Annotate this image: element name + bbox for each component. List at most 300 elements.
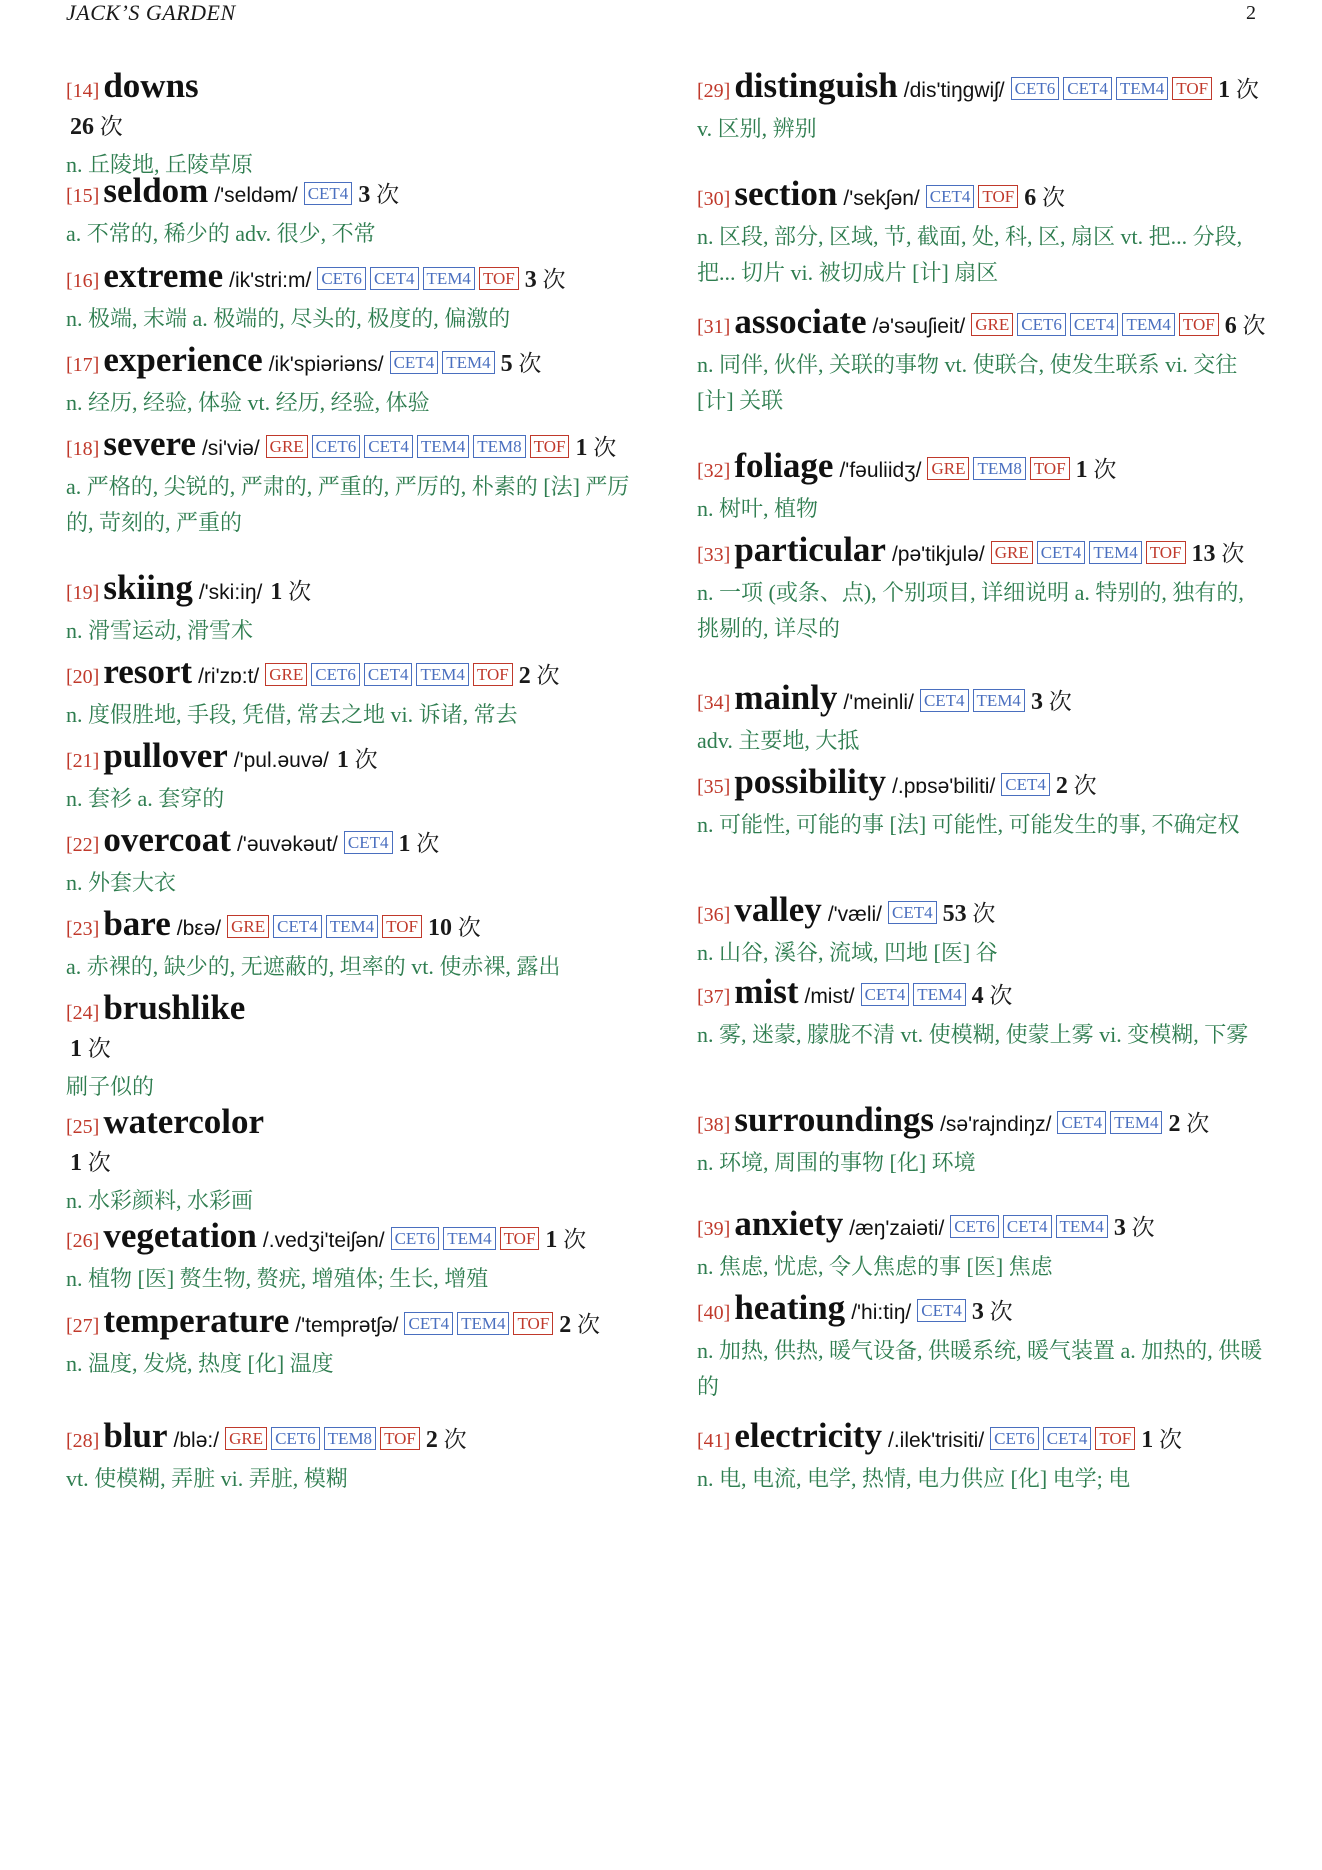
headword: associate [734,302,867,341]
entry-number: [40] [697,1302,731,1324]
entry-headline [697,764,1267,805]
exam-tag: CET6 [990,1427,1039,1450]
entry-number: [35] [697,776,731,798]
exam-tag: GRE [225,1427,267,1450]
word-entry [66,654,636,733]
entry-number: [33] [697,544,731,566]
word-entry [697,448,1267,527]
definition: n. 电, 电流, 电学, 热情, 电力供应 [化] 电学; 电 [697,1466,1131,1491]
count-suffix: 次 [1093,457,1117,482]
frequency-count [1076,457,1117,482]
frequency-count [426,1427,467,1452]
exam-tag: CET4 [273,915,322,938]
word-entry [66,990,636,1105]
headword: valley [734,890,822,929]
exam-tag: CET4 [1003,1215,1052,1238]
definition: n. 水彩颜料, 水彩画 [66,1188,254,1213]
headword: temperature [103,1301,290,1340]
frequency-count [1031,689,1072,714]
exam-tag: CET6 [312,435,361,458]
exam-tag: CET4 [917,1299,966,1322]
definition: n. 树叶, 植物 [697,496,819,521]
count-suffix: 次 [87,1036,111,1061]
phonetic: /æŋ'zaiəti/ [849,1217,945,1240]
entry-headline [66,68,636,145]
word-entry [697,680,1267,759]
phonetic: /mist/ [804,985,855,1008]
count-suffix: 次 [1073,773,1097,798]
count-suffix: 次 [376,182,400,207]
exam-tag: TEM4 [1089,541,1141,564]
headword: pullover [103,736,228,775]
definition: n. 焦虑, 忧虑, 令人焦虑的事 [医] 焦虑 [697,1254,1053,1279]
exam-tag: CET4 [1057,1111,1106,1134]
count-suffix: 次 [87,1150,111,1175]
page-number: 2 [1246,2,1256,24]
entry-number: [26] [66,1230,100,1252]
exam-tag: CET4 [344,831,393,854]
exam-tag: TEM8 [324,1427,376,1450]
entry-headline [66,1104,636,1181]
frequency-count [1024,185,1065,210]
exam-tag: TEM4 [1110,1111,1162,1134]
count-value: 3 [1113,1215,1126,1241]
exam-tag: TEM8 [973,457,1025,480]
headword: heating [734,1288,846,1327]
exam-tag: TEM4 [442,351,494,374]
headword: distinguish [734,66,898,105]
headword: mist [734,972,799,1011]
exam-tag: TEM4 [973,689,1025,712]
exam-tag: CET6 [271,1427,320,1450]
count-value: 1 [70,1036,82,1062]
definition: n. 雾, 迷蒙, 朦胧不清 vt. 使模糊, 使蒙上雾 vi. 变模糊, 下雾 [697,1022,1249,1047]
headword: mainly [734,678,838,717]
exam-tag: CET4 [390,351,439,374]
entry-headline [697,304,1267,345]
exam-tag: CET6 [1017,313,1066,336]
count-suffix: 次 [1242,313,1266,338]
entry-headline [66,1218,636,1259]
word-entry [66,342,636,421]
count-value: 3 [1030,689,1043,715]
definition: n. 套衫 a. 套穿的 [66,786,225,811]
exam-tag: GRE [227,915,269,938]
count-suffix: 次 [1186,1111,1210,1136]
word-entry [697,1102,1267,1181]
entry-number: [34] [697,692,731,714]
count-value: 1 [70,1150,82,1176]
count-suffix: 次 [354,747,378,772]
exam-tag: TOF [1095,1427,1135,1450]
word-entry [697,1418,1267,1497]
exam-tag: CET4 [888,901,937,924]
word-entry [66,822,636,901]
definition: n. 山谷, 溪谷, 流域, 凹地 [医] 谷 [697,940,998,965]
definition: vt. 使模糊, 弄脏 vi. 弄脏, 模糊 [66,1466,348,1491]
exam-tag: TEM4 [913,983,965,1006]
entry-number: [29] [697,80,731,102]
count-value: 1 [398,831,411,857]
exam-tag: CET6 [1011,77,1060,100]
count-value: 10 [427,915,452,941]
phonetic: /ik'stri:m/ [229,269,312,292]
definition: n. 度假胜地, 手段, 凭借, 常去之地 vi. 诉诸, 常去 [66,702,518,727]
exam-tag: CET4 [370,267,419,290]
exam-tag: TOF [473,663,513,686]
count-value: 2 [425,1427,438,1453]
count-value: 2 [1055,773,1068,799]
count-value: 1 [575,435,588,461]
headword: brushlike [103,988,246,1027]
definition: n. 区段, 部分, 区域, 节, 截面, 处, 科, 区, 扇区 vt. 把... 分段, 把... 切片 vi. 被切成片 [计] 扇区 [697,224,1243,285]
exam-tag: GRE [265,663,307,686]
frequency-count [337,747,378,772]
exam-tag: CET4 [1063,77,1112,100]
exam-tag: TEM4 [1116,77,1168,100]
count-value: 3 [358,182,371,208]
headword: severe [103,424,196,463]
phonetic: /ə'səuʃieit/ [872,315,966,338]
definition: a. 严格的, 尖锐的, 严肃的, 严重的, 严厉的, 朴素的 [法] 严厉的, 苛刻的, 严重的 [66,474,630,535]
phonetic: /.ilek'trisiti/ [887,1429,985,1452]
definition: n. 滑雪运动, 滑雪术 [66,618,254,643]
headword: downs [103,66,199,105]
entry-headline [697,680,1267,721]
count-value: 13 [1191,541,1216,567]
count-value: 2 [518,663,531,689]
word-entry [697,532,1267,647]
exam-tag: TOF [1172,77,1212,100]
entry-headline [66,258,636,299]
count-value: 1 [1218,77,1231,103]
headword: section [734,174,838,213]
definition: a. 赤裸的, 缺少的, 无遮蔽的, 坦率的 vt. 使赤裸, 露出 [66,954,561,979]
phonetic: /'fəuliidʒ/ [839,459,922,482]
phonetic: /bεə/ [176,917,222,940]
exam-tag: TEM4 [443,1227,495,1250]
count-suffix: 次 [542,267,566,292]
phonetic: /'temprətʃə/ [295,1314,399,1337]
definition: n. 温度, 发烧, 热度 [化] 温度 [66,1351,334,1376]
headword: seldom [103,171,209,210]
exam-tag: TEM4 [416,663,468,686]
frequency-count [501,351,542,376]
count-suffix: 次 [1235,77,1259,102]
exam-tag: TOF [530,435,570,458]
headword: overcoat [103,820,231,859]
count-value: 5 [500,351,513,377]
count-suffix: 次 [1041,185,1065,210]
count-value: 6 [1224,313,1237,339]
entry-number: [23] [66,918,100,940]
phonetic: /ik'spiəriəns/ [268,353,384,376]
entry-number: [19] [66,582,100,604]
definition: n. 极端, 末端 a. 极端的, 尽头的, 极度的, 偏激的 [66,306,511,331]
entry-number: [30] [697,188,731,210]
headword: resort [103,652,193,691]
entry-number: [17] [66,354,100,376]
phonetic: /si'viə/ [201,437,260,460]
frequency-count [428,915,481,940]
word-entry [66,906,636,985]
phonetic: /.pɒsə'biliti/ [892,775,996,798]
entry-headline [66,654,636,695]
count-suffix: 次 [1048,689,1072,714]
exam-tag: CET4 [1001,773,1050,796]
word-entry [66,173,636,252]
definition: n. 一项 (或条、点), 个别项目, 详细说明 a. 特别的, 独有的, 挑剔的, 详尽的 [697,580,1244,641]
headword: watercolor [103,1102,264,1141]
word-entry [697,68,1267,147]
definition: n. 环境, 周围的事物 [化] 环境 [697,1150,976,1175]
frequency-count [1168,1111,1209,1136]
exam-tag: TEM4 [423,267,475,290]
entry-number: [15] [66,185,100,207]
count-suffix: 次 [288,579,312,604]
phonetic: /'meinli/ [843,691,914,714]
exam-tag: GRE [927,457,969,480]
exam-tag: CET6 [391,1227,440,1250]
count-suffix: 次 [577,1312,601,1337]
definition: n. 同伴, 伙伴, 关联的事物 vt. 使联合, 使发生联系 vi. 交往 [计] 关联 [697,352,1238,413]
exam-tag: TEM4 [457,1312,509,1335]
frequency-count [1114,1215,1155,1240]
exam-tag: TOF [380,1427,420,1450]
entry-headline [66,906,636,947]
count-suffix: 次 [1158,1427,1182,1452]
headword: blur [103,1416,168,1455]
phonetic: /'sekʃən/ [843,187,920,210]
exam-tag: GRE [991,541,1033,564]
word-entry [66,258,636,337]
definition: 刷子似的 [66,1074,155,1099]
definition: adv. 主要地, 大抵 [697,728,860,753]
exam-tag: TEM4 [1056,1215,1108,1238]
frequency-count [399,831,440,856]
exam-tag: TEM4 [417,435,469,458]
definition: n. 可能性, 可能的事 [法] 可能性, 可能发生的事, 不确定权 [697,812,1240,837]
exam-tag: CET4 [920,689,969,712]
entry-headline [697,1290,1267,1331]
entry-headline [697,68,1267,109]
count-suffix: 次 [457,915,481,940]
headword: anxiety [734,1204,844,1243]
exam-tag: TOF [1030,457,1070,480]
headword: particular [734,530,886,569]
entry-number: [20] [66,666,100,688]
count-suffix: 次 [563,1227,587,1252]
frequency-count [70,1150,111,1175]
word-entry [697,176,1267,291]
entry-headline [66,738,636,779]
frequency-count [1218,77,1259,102]
count-value: 2 [559,1312,572,1338]
count-value: 1 [1141,1427,1154,1453]
count-value: 1 [270,579,283,605]
exam-tag: CET6 [950,1215,999,1238]
count-value: 26 [70,114,94,140]
entry-number: [27] [66,1315,100,1337]
word-entry [66,1418,636,1497]
entry-headline [697,1206,1267,1247]
frequency-count [1225,313,1266,338]
entry-headline [66,173,636,214]
word-entry [66,738,636,817]
entry-number: [16] [66,270,100,292]
word-entry [66,1218,636,1297]
count-value: 1 [1075,457,1088,483]
entry-number: [18] [66,438,100,460]
exam-tag: CET4 [404,1312,453,1335]
exam-tag: TOF [513,1312,553,1335]
page-header-title: JACK’S GARDEN [66,0,236,25]
frequency-count [972,1299,1013,1324]
count-value: 4 [971,983,984,1009]
phonetic: /blə:/ [173,1429,220,1452]
frequency-count [972,983,1013,1008]
count-value: 6 [1024,185,1037,211]
headword: skiing [103,568,193,607]
frequency-count [525,267,566,292]
entry-headline [66,1303,636,1344]
entry-headline [697,1102,1267,1143]
entry-number: [24] [66,1002,100,1024]
entry-headline [66,426,636,467]
definition: n. 经历, 经验, 体验 vt. 经历, 经验, 体验 [66,390,430,415]
entry-headline [66,990,636,1067]
word-entry [66,68,636,183]
headword: possibility [734,762,887,801]
phonetic: /dis'tiŋgwiʃ/ [903,79,1005,102]
headword: surroundings [734,1100,935,1139]
entry-headline [66,822,636,863]
phonetic: /.vedʒi'teiʃən/ [262,1229,385,1252]
headword: experience [103,340,263,379]
entry-headline [66,1418,636,1459]
frequency-count [545,1227,586,1252]
exam-tag: GRE [971,313,1013,336]
entry-headline [697,1418,1267,1459]
phonetic: /'hi:tiŋ/ [851,1301,912,1324]
exam-tag: CET4 [364,663,413,686]
exam-tag: CET4 [1037,541,1086,564]
entry-number: [37] [697,986,731,1008]
definition: v. 区别, 辨别 [697,116,817,141]
phonetic: /ri'zɒ:t/ [198,665,260,688]
phonetic: /'ski:iŋ/ [198,581,263,604]
count-value: 3 [971,1299,984,1325]
entry-number: [22] [66,834,100,856]
count-suffix: 次 [416,831,440,856]
exam-tag: CET4 [304,182,353,205]
word-entry [697,974,1267,1053]
phonetic: /pə'tikjulə/ [891,543,985,566]
count-suffix: 次 [99,114,123,139]
phonetic: /'seldəm/ [214,184,298,207]
count-suffix: 次 [989,1299,1013,1324]
frequency-count [1141,1427,1182,1452]
count-suffix: 次 [972,901,996,926]
frequency-count [70,114,123,139]
word-entry [66,426,636,541]
headword: vegetation [103,1216,257,1255]
word-entry [697,1290,1267,1405]
headword: electricity [734,1416,882,1455]
entry-number: [32] [697,460,731,482]
entry-headline [697,892,1267,933]
entry-headline [66,342,636,383]
frequency-count [1056,773,1097,798]
frequency-count [270,579,311,604]
count-suffix: 次 [989,983,1013,1008]
entry-number: [21] [66,750,100,772]
definition: n. 加热, 供热, 暖气设备, 供暖系统, 暖气装置 a. 加热的, 供暖的 [697,1338,1263,1399]
phonetic: /sə'rajndiŋz/ [940,1113,1052,1136]
entry-headline [697,974,1267,1015]
count-value: 53 [942,901,967,927]
frequency-count [559,1312,600,1337]
word-entry [66,1303,636,1382]
entry-number: [41] [697,1430,731,1452]
definition: n. 植物 [医] 赘生物, 赘疣, 增殖体; 生长, 增殖 [66,1266,489,1291]
entry-number: [25] [66,1116,100,1138]
exam-tag: TOF [1146,541,1186,564]
exam-tag: CET6 [311,663,360,686]
phonetic: /'əuvəkəut/ [236,833,338,856]
entry-headline [697,448,1267,489]
exam-tag: GRE [266,435,308,458]
word-entry [66,1104,636,1219]
frequency-count [70,1036,111,1061]
entry-number: [28] [66,1430,100,1452]
count-value: 1 [545,1227,558,1253]
exam-tag: CET4 [364,435,413,458]
count-value: 2 [1168,1111,1181,1137]
entry-headline [66,570,636,611]
exam-tag: TEM4 [326,915,378,938]
frequency-count [943,901,996,926]
count-suffix: 次 [1221,541,1245,566]
exam-tag: CET4 [861,983,910,1006]
exam-tag: TOF [382,915,422,938]
frequency-count [519,663,560,688]
entry-number: [14] [66,80,100,102]
exam-tag: TOF [500,1227,540,1250]
exam-tag: TEM4 [1122,313,1174,336]
word-entry [697,892,1267,971]
word-entry [66,570,636,649]
exam-tag: CET4 [1043,1427,1092,1450]
word-entry [697,1206,1267,1285]
entry-headline [697,532,1267,573]
count-value: 1 [336,747,349,773]
headword: foliage [734,446,834,485]
phonetic: /'pul.əuvə/ [233,749,329,772]
frequency-count [575,435,616,460]
count-suffix: 次 [593,435,617,460]
exam-tag: TOF [978,185,1018,208]
phonetic: /'væli/ [827,903,882,926]
definition: a. 不常的, 稀少的 adv. 很少, 不常 [66,221,376,246]
count-suffix: 次 [1131,1215,1155,1240]
count-suffix: 次 [536,663,560,688]
exam-tag: CET6 [317,267,366,290]
definition: n. 外套大衣 [66,870,177,895]
exam-tag: TOF [1179,313,1219,336]
definition: n. 丘陵地, 丘陵草原 [66,152,254,177]
entry-number: [39] [697,1218,731,1240]
